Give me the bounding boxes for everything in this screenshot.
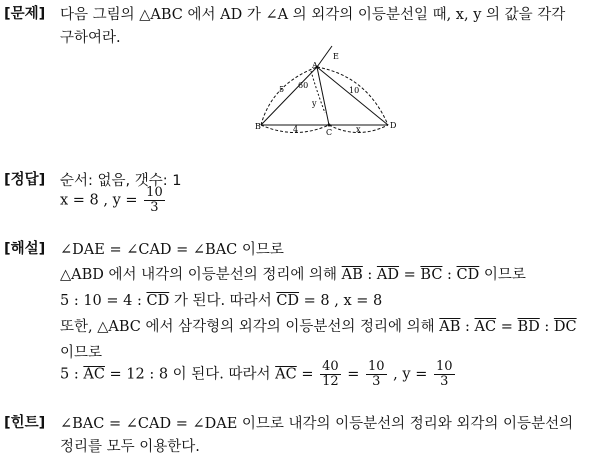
answer-x-part: x = 8 , y = [60, 192, 143, 209]
solution-label: [해설] [4, 241, 46, 257]
solution-line-6: 5 : $\overline{AC} = 12$ : 8 이 된다. 따라서 $\overline{AC}$ = $\frac{40}{12}$ = $\frac{10}{3}$ , y = $\frac{10}{3}$ [60, 359, 453, 389]
problem-line-2: 구하여라. [60, 30, 121, 46]
label-4: 4 [293, 125, 299, 134]
solution-line-5: 이므로 [60, 345, 103, 361]
label-10: 10 [349, 86, 360, 95]
problem-line-1: 다음 그림의 △ABC 에서 AD 가 ∠A 의 외각의 이등분선일 때, x, y 의 값을 각각 [60, 7, 566, 23]
problem-label: [문제] [4, 6, 46, 22]
ray-ae [317, 46, 332, 67]
label-e: E [333, 52, 339, 61]
solution-line-4: 또한, △ABC 에서 삼각형의 외각의 이등분선의 정리에 의해 $\overline{AB}$ : $\overline{AC} = \overline{BD}$ : $\overline{DC}$ [60, 319, 577, 335]
hint-label: [힌트] [4, 415, 46, 431]
answer-line-1: 순서: 없음, 갯수: 1 [60, 173, 182, 189]
label-b: B [255, 122, 261, 131]
solution-line-2: △ABD 에서 내각의 이등분선의 정리에 의해 $\overline{AB}$ : $\overline{AD} = \overline{BC}$ : $\overline{CD}$ 이므로 [60, 267, 526, 283]
label-60: 60 [298, 81, 309, 90]
answer-y-fraction: $\frac{10}{3}$ [146, 185, 163, 215]
label-c: C [326, 128, 333, 136]
solution-fraction-y: $\frac{10}{3}$ [435, 359, 453, 389]
solution-fraction-10-3: $\frac{10}{3}$ [368, 359, 385, 389]
label-d: D [390, 121, 397, 130]
hint-line-2: 정리를 모두 이용한다. [60, 439, 200, 455]
solution-line-1: ∠DAE = ∠CAD = ∠BAC 이므로 [60, 242, 284, 258]
side-ab [261, 67, 317, 125]
label-5: 5 [279, 85, 285, 94]
label-y: y [312, 99, 317, 108]
hint-line-1: ∠BAC = ∠CAD = ∠DAE 이므로 내각의 이등분선의 정리와 외각의 이등분선의 [60, 416, 574, 432]
triangle-figure [252, 44, 402, 136]
answer-line-2 [60, 186, 167, 215]
solution-line-3: 5 : 10 = 4 : $\overline{CD}$ 가 된다. 따라서 $\overline{CD} = 8$ , x = 8 [60, 293, 383, 309]
solution-fraction-40-12: $\frac{40}{12}$ [322, 359, 339, 389]
point-c [328, 124, 331, 127]
label-a: A [312, 61, 318, 70]
answer-label: [정답] [4, 172, 46, 188]
label-x: x [356, 125, 361, 134]
